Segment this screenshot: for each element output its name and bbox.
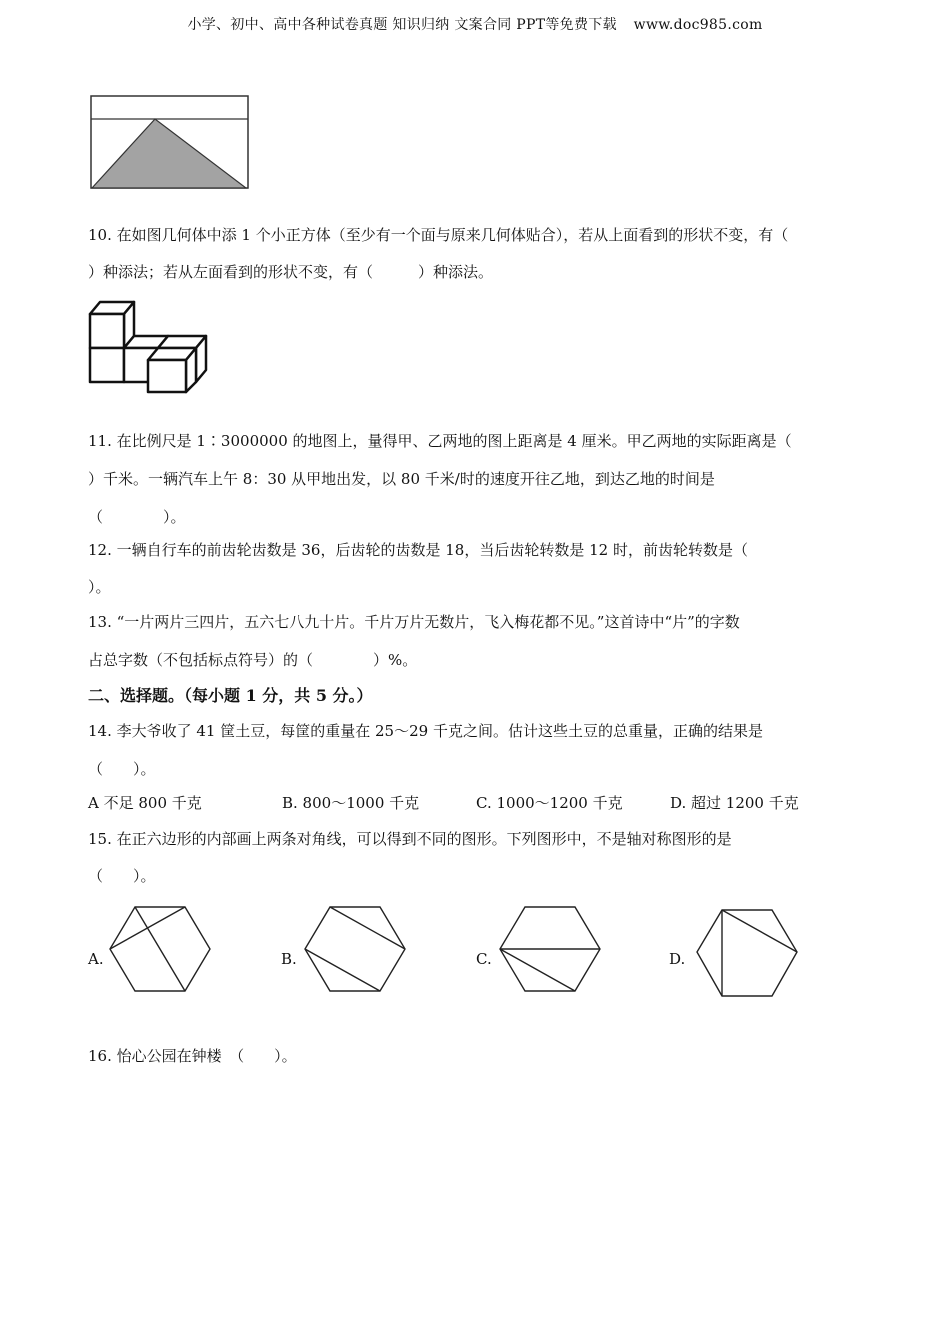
q11-line3: （ ）。 bbox=[88, 508, 186, 526]
q13-line1: 13. “一片两片三四片，五六七八九十片。千片万片无数片，飞入梅花都不见。”这首诗中“片”的字数 bbox=[88, 613, 740, 631]
q10-line1: 10. 在如图几何体中添 1 个小正方体（至少有一个面与原来几何体贴合），若从上面看到的形状不变，有（ bbox=[88, 226, 789, 244]
q14-option-d: D. 超过 1200 千克 bbox=[670, 794, 799, 812]
header-site-url: www.doc985.com bbox=[633, 17, 763, 33]
hexagon-option-c bbox=[498, 905, 602, 993]
q14-option-c: C. 1000～1200 千克 bbox=[476, 794, 623, 812]
q12-line1: 12. 一辆自行车的前齿轮齿数是 36，后齿轮的齿数是 18，当后齿轮转数是 12 时，前齿轮转数是（ bbox=[88, 541, 748, 559]
hexagon-option-a bbox=[108, 905, 212, 993]
q15-label-b: B. bbox=[281, 950, 297, 968]
q10-line2: ）种添法；若从左面看到的形状不变，有（ ）种添法。 bbox=[88, 263, 494, 281]
q13-line2: 占总字数（不包括标点符号）的（ ）%。 bbox=[88, 651, 418, 669]
hexagon-option-b bbox=[303, 905, 407, 993]
hexagon-option-d bbox=[695, 908, 799, 998]
q12-line2: ）。 bbox=[88, 578, 111, 596]
cube-solid-figure bbox=[88, 300, 210, 394]
q15-label-d: D. bbox=[669, 950, 686, 968]
header-promo-text: 小学、初中、高中各种试卷真题 知识归纳 文案合同 PPT等免费下载 bbox=[187, 17, 617, 33]
q16-line1: 16. 怡心公园在钟楼 （ ）。 bbox=[88, 1047, 297, 1065]
q14-line1: 14. 李大爷收了 41 筐土豆，每筐的重量在 25～29 千克之间。估计这些土豆的总重量，正确的结果是 bbox=[88, 722, 763, 740]
q11-line2: ）千米。一辆汽车上午 8：30 从甲地出发，以 80 千米/时的速度开往乙地，到达乙地的时间是 bbox=[88, 470, 715, 488]
q14-option-a: A 不足 800 千克 bbox=[88, 794, 202, 812]
page-header bbox=[0, 14, 950, 34]
q15-label-a: A. bbox=[88, 950, 104, 968]
q14-line2: （ ）。 bbox=[88, 760, 156, 778]
q11-line1: 11. 在比例尺是 1∶3000000 的地图上，量得甲、乙两地的图上距离是 4 厘米。甲乙两地的实际距离是（ bbox=[88, 432, 792, 450]
section-2-title: 二、选择题。（每小题 1 分，共 5 分。） bbox=[88, 686, 373, 705]
rectangle-triangle-figure bbox=[90, 95, 250, 191]
q15-label-c: C. bbox=[476, 950, 492, 968]
q15-line1: 15. 在正六边形的内部画上两条对角线，可以得到不同的图形。下列图形中，不是轴对称图形的是 bbox=[88, 830, 732, 848]
q14-option-b: B. 800～1000 千克 bbox=[282, 794, 420, 812]
q15-line2: （ ）。 bbox=[88, 867, 156, 885]
